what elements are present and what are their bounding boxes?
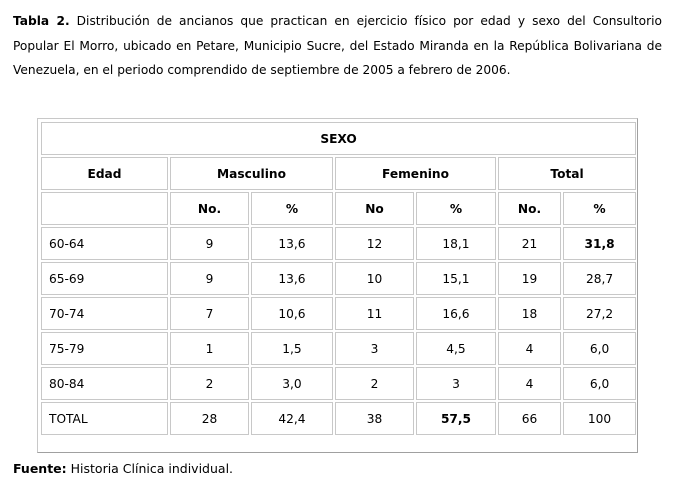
caption-label: Tabla 2. [13,14,70,28]
cell-f-pct: 3 [416,367,496,400]
table-row [41,297,636,330]
subheader-f-no: No [335,192,414,225]
cell-m-pct: 1,5 [251,332,333,365]
table-row-total [41,402,636,435]
cell-m-no: 9 [170,262,249,295]
cell-edad: 80-84 [41,367,168,400]
subheader-m-no: No. [170,192,249,225]
cell-t-no: 21 [498,227,561,260]
caption-text: Distribución de ancianos que practican en ejercicio físico por edad y sexo del Consultorio Popular El Morro, ubicado en Petare, Municipio Sucre, del Estado Miranda en la República Bolivariana de Venezuela, en el periodo comprendido de septiembre de 2005 a febrero de 2006. [13,14,662,77]
cell-t-no: 4 [498,332,561,365]
cell-edad: 70-74 [41,297,168,330]
cell-f-no: 3 [335,332,414,365]
subheader-t-no: No. [498,192,561,225]
cell-f-pct: 15,1 [416,262,496,295]
group-header-sexo: SEXO [41,122,636,155]
table-row [41,262,636,295]
table-row [41,332,636,365]
cell-f-no: 10 [335,262,414,295]
table-source [13,461,233,476]
cell-m-no: 28 [170,402,249,435]
table-row [41,367,636,400]
col-header-masculino: Masculino [170,157,333,190]
source-text: Historia Clínica individual. [66,461,234,476]
subheader-empty [41,192,168,225]
cell-edad: 60-64 [41,227,168,260]
data-table [39,120,638,437]
cell-m-pct: 10,6 [251,297,333,330]
cell-f-pct: 4,5 [416,332,496,365]
col-header-edad: Edad [41,157,168,190]
cell-m-no: 7 [170,297,249,330]
cell-m-no: 9 [170,227,249,260]
col-header-femenino: Femenino [335,157,496,190]
subheader-t-pct: % [563,192,636,225]
cell-t-pct: 31,8 [563,227,636,260]
cell-f-no: 12 [335,227,414,260]
cell-t-pct: 28,7 [563,262,636,295]
cell-m-pct: 13,6 [251,262,333,295]
cell-m-pct: 3,0 [251,367,333,400]
data-table-frame [37,118,638,453]
subheader-f-pct: % [416,192,496,225]
cell-f-pct: 16,6 [416,297,496,330]
cell-f-pct: 18,1 [416,227,496,260]
cell-t-no: 4 [498,367,561,400]
source-label: Fuente: [13,461,67,476]
cell-m-no: 1 [170,332,249,365]
cell-t-pct: 100 [563,402,636,435]
cell-edad: TOTAL [41,402,168,435]
cell-edad: 75-79 [41,332,168,365]
cell-m-no: 2 [170,367,249,400]
cell-t-no: 18 [498,297,561,330]
cell-t-pct: 27,2 [563,297,636,330]
cell-f-no: 11 [335,297,414,330]
cell-f-no: 2 [335,367,414,400]
cell-f-pct: 57,5 [416,402,496,435]
subheader-m-pct: % [251,192,333,225]
cell-m-pct: 42,4 [251,402,333,435]
cell-m-pct: 13,6 [251,227,333,260]
col-header-total: Total [498,157,636,190]
cell-t-no: 66 [498,402,561,435]
cell-t-pct: 6,0 [563,332,636,365]
table-row [41,227,636,260]
table-caption [13,9,662,83]
cell-f-no: 38 [335,402,414,435]
cell-t-pct: 6,0 [563,367,636,400]
cell-t-no: 19 [498,262,561,295]
cell-edad: 65-69 [41,262,168,295]
